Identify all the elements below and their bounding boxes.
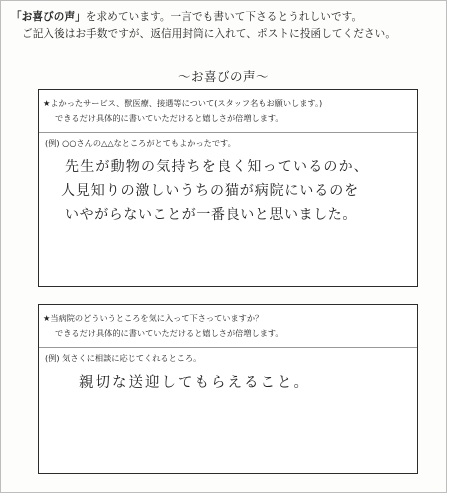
feedback-card-favorite-points bbox=[38, 304, 418, 474]
card-example: (例) ○○さんの△△なところがとてもよかったです。 bbox=[45, 138, 236, 148]
card-example: (例) 気さくに相談に応じてくれるところ。 bbox=[45, 353, 202, 363]
handwritten-answer-line: 人見知りの激しいうちの猫が病院にいるのを bbox=[61, 183, 359, 199]
intro-line-1 bbox=[11, 9, 440, 26]
intro-line-2: ご記入後はお手数ですが、返信用封筒に入れて、ポストに投函してください。 bbox=[22, 28, 397, 40]
feedback-card-good-service bbox=[38, 89, 418, 287]
intro-text bbox=[11, 9, 440, 43]
card-instructions bbox=[39, 90, 417, 126]
handwritten-answer-line: いやがらないことが一番良いと思いました。 bbox=[65, 207, 357, 223]
card-note: できるだけ具体的に書いていただけると嬉しさが倍増します。 bbox=[55, 328, 284, 338]
card-question: ★当病院のどういうところを気に入って下さっていますか？ bbox=[43, 313, 264, 323]
card-question: ★よかったサービス、獣医療、接遇等について(スタッフ名もお願いします。) bbox=[43, 98, 323, 108]
handwritten-answer-line: 先生が動物の気持ちを良く知っているのか、 bbox=[65, 159, 369, 175]
section-title: ～お喜びの声～ bbox=[177, 69, 269, 84]
card-instructions bbox=[39, 305, 417, 341]
card-note: できるだけ具体的に書いていただけると嬉しさが倍増します。 bbox=[55, 113, 284, 123]
intro-line-1-rest: を求めています。一言でも書いて下さるとうれしいです。 bbox=[85, 11, 363, 23]
handwritten-answer-line: 親切な送迎してもらえること。 bbox=[79, 375, 310, 391]
intro-highlight: 「お喜びの声」 bbox=[11, 11, 86, 23]
